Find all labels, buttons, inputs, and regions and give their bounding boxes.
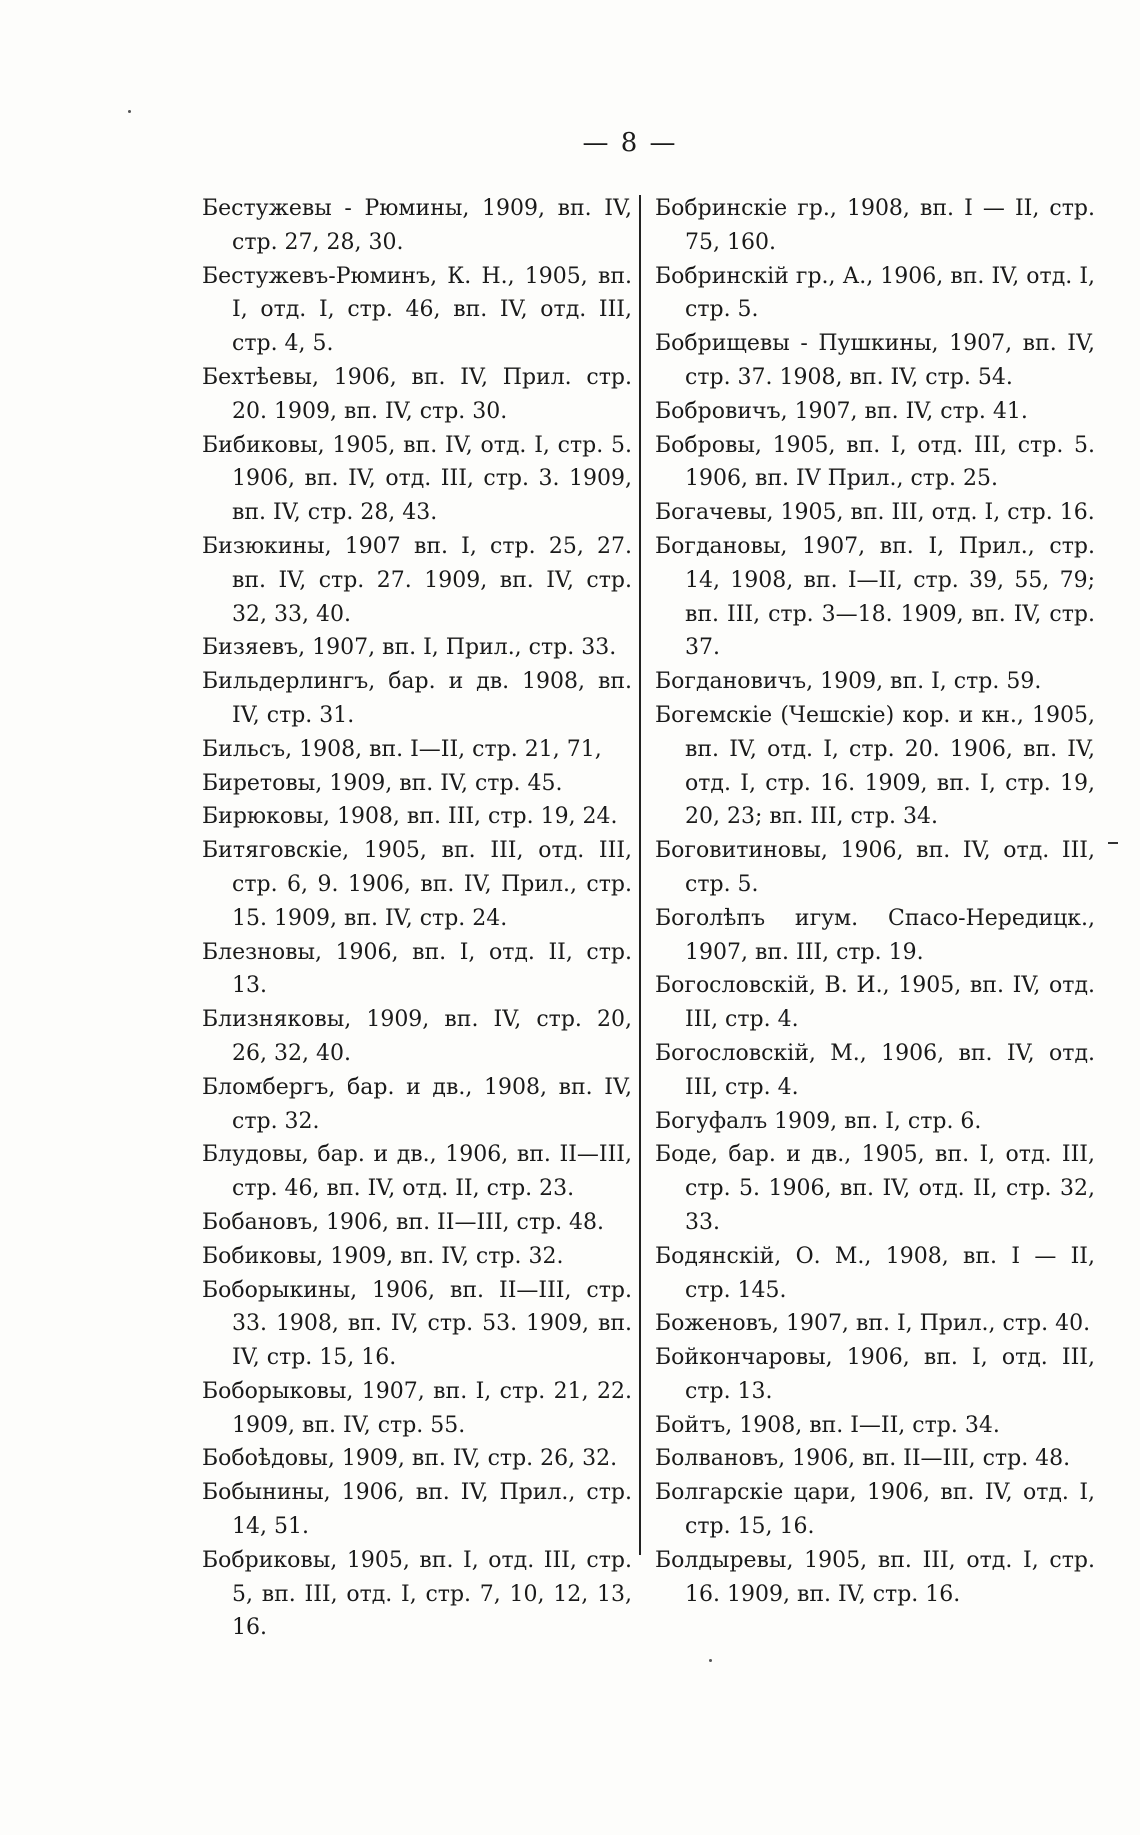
index-entry: Бизяевъ, 1907, вп. I, Прил., стр. 33. <box>202 635 617 661</box>
index-entry: Болдыревы, 1905, вп. III, отд. I, стр. 16. 1909, вп. IV, стр. 16. <box>655 1547 1095 1607</box>
index-entry: Боговитиновы, 1906, вп. IV, отд. III, стр. 5. <box>655 838 1095 897</box>
index-entry: Бобринскіе гр., 1908, вп. I — II, стр. 75, 160. <box>655 196 1095 255</box>
index-entry: Бестужевы - Рюмины, 1909, вп. IV, стр. 27, 28, 30. <box>202 196 632 255</box>
index-entry: Бобровы, 1905, вп. I, отд. III, стр. 5. 1906, вп. IV Прил., стр. 25. <box>655 432 1095 492</box>
index-entry: Богдановичъ, 1909, вп. I, стр. 59. <box>655 669 1042 695</box>
index-entry: Богословскій, М., 1906, вп. IV, отд. III, стр. 4. <box>655 1040 1095 1100</box>
index-entry: Болгарскіе цари, 1906, вп. IV, отд. I, стр. 15, 16. <box>655 1480 1095 1540</box>
index-entry: Бодянскій, О. М., 1908, вп. I — II, стр. 145. <box>655 1243 1095 1303</box>
index-entry: Бобановъ, 1906, вп. II—III, стр. 48. <box>202 1209 605 1235</box>
index-entry: Бестужевъ-Рюминъ, К. Н., 1905, вп. I, отд. I, стр. 46, вп. IV, отд. III, стр. 4, 5. <box>202 263 632 357</box>
index-entry: Близняковы, 1909, вп. IV, стр. 20, 26, 32, 40. <box>202 1007 632 1066</box>
page-number: — 8 — <box>582 128 678 158</box>
index-entry: Бобоѣдовы, 1909, вп. IV, стр. 26, 32. <box>202 1446 618 1472</box>
index-entry: Боде, бар. и дв., 1905, вп. I, отд. III, стр. 5. 1906, вп. IV, отд. II, стр. 32, 33. <box>655 1142 1095 1235</box>
index-entry: Бойкончаровы, 1906, вп. I, отд. III, стр. 13. <box>655 1345 1095 1404</box>
index-entry: Бобрищевы - Пушкины, 1907, вп. IV, стр. 37. 1908, вп. IV, стр. 54. <box>655 331 1095 390</box>
index-entry: Блезновы, 1906, вп. I, отд. II, стр. 13. <box>202 939 632 999</box>
page-speck <box>128 110 131 113</box>
index-entry: Бизюкины, 1907 вп. I, стр. 25, 27. вп. IV, стр. 27. 1909, вп. IV, стр. 32, 33, 40. <box>202 533 632 627</box>
index-entry: Бильсъ, 1908, вп. I—II, стр. 21, 71, <box>202 736 602 762</box>
index-entry: Боборыковы, 1907, вп. I, стр. 21, 22. 1909, вп. IV, стр. 55. <box>202 1378 632 1438</box>
index-entry: Бехтѣевы, 1906, вп. IV, Прил. стр. 20. 1909, вп. IV, стр. 30. <box>202 364 632 424</box>
index-entry: Богачевы, 1905, вп. III, отд. I, стр. 16. <box>655 500 1095 526</box>
index-entry: Болвановъ, 1906, вп. II—III, стр. 48. <box>655 1446 1071 1472</box>
index-entry: Бломбергъ, бар. и дв., 1908, вп. IV, стр. 32. <box>202 1074 632 1134</box>
index-entry: Бобриковы, 1905, вп. I, отд. III, стр. 5, вп. III, отд. I, стр. 7, 10, 12, 13, 16. <box>202 1547 632 1641</box>
index-entry: Битяговскіе, 1905, вп. III, отд. III, стр. 6, 9. 1906, вп. IV, Прил., стр. 15. 1909, вп. IV, стр. 24. <box>202 838 632 931</box>
index-entry: Биретовы, 1909, вп. IV, стр. 45. <box>202 770 563 796</box>
index-entry: Бойтъ, 1908, вп. I—II, стр. 34. <box>655 1412 1000 1438</box>
left-column <box>202 192 632 1645</box>
index-entry: Бильдерлингъ, бар. и дв. 1908, вп. IV, стр. 31. <box>202 669 632 728</box>
index-entry: Бобринскій гр., А., 1906, вп. IV, отд. I, стр. 5. <box>655 263 1095 323</box>
page-speck <box>709 1659 712 1662</box>
index-entry: Бобынины, 1906, вп. IV, Прил., стр. 14, 51. <box>202 1480 632 1540</box>
right-column <box>655 192 1095 1611</box>
index-entry: Богословскій, В. И., 1905, вп. IV, отд. III, стр. 4. <box>655 973 1095 1033</box>
index-entry: Богемскіе (Чешскіе) кор. и кн., 1905, вп. IV, отд. I, стр. 20. 1906, вп. IV, отд. I, стр. 16. 1909, вп. I, стр. 19, 20, 23; вп. III, стр. 34. <box>655 702 1095 830</box>
index-entry: Бибиковы, 1905, вп. IV, отд. I, стр. 5. 1906, вп. IV, отд. III, стр. 3. 1909, вп. IV, стр. 28, 43. <box>202 432 632 526</box>
column-divider <box>639 195 641 1555</box>
margin-mark <box>1108 842 1118 844</box>
index-entry: Бирюковы, 1908, вп. III, стр. 19, 24. <box>202 804 618 830</box>
index-entry: Боборыкины, 1906, вп. II—III, стр. 33. 1908, вп. IV, стр. 53. 1909, вп. IV, стр. 15, 16. <box>202 1277 632 1371</box>
index-entry: Бобиковы, 1909, вп. IV, стр. 32. <box>202 1243 564 1269</box>
index-entry: Богуфалъ 1909, вп. I, стр. 6. <box>655 1108 982 1134</box>
index-entry: Боженовъ, 1907, вп. I, Прил., стр. 40. <box>655 1311 1091 1337</box>
index-entry: Блудовы, бар. и дв., 1906, вп. II—III, стр. 46, вп. IV, отд. II, стр. 23. <box>202 1142 632 1202</box>
index-entry: Бобровичъ, 1907, вп. IV, стр. 41. <box>655 398 1028 424</box>
index-entry: Богдановы, 1907, вп. I, Прил., стр. 14, 1908, вп. I—II, стр. 39, 55, 79; вп. III, стр. 3—18. 1909, вп. IV, стр. 37. <box>655 533 1095 661</box>
index-entry: Боголѣпъ игум. Спасо-Нередицк., 1907, вп. III, стр. 19. <box>655 905 1095 965</box>
